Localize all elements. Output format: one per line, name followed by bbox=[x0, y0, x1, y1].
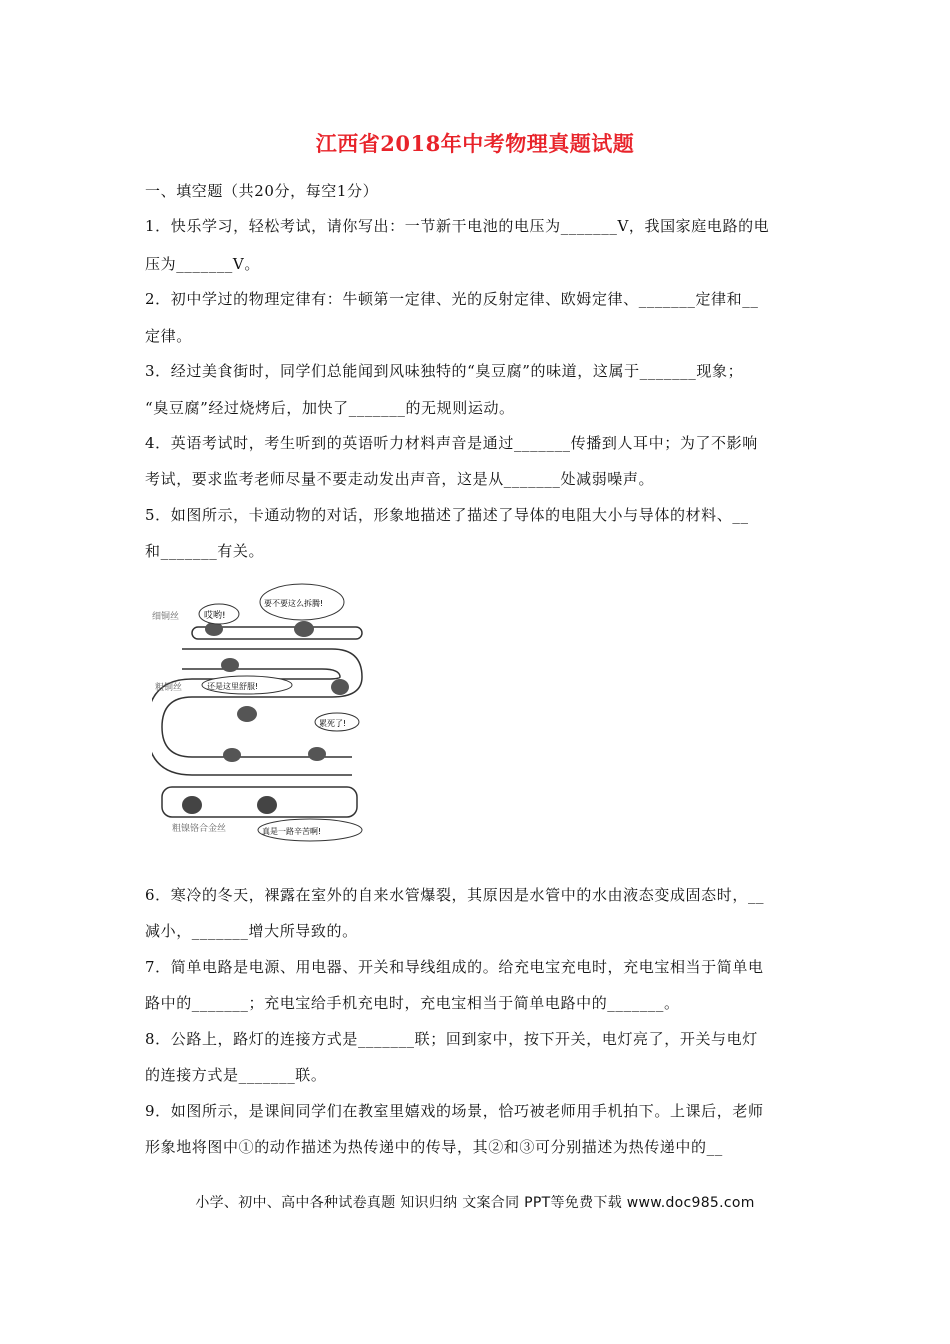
animal-icon bbox=[221, 658, 239, 672]
question-6-line-1: 6．寒冷的冬天，裸露在室外的自来水管爆裂，其原因是水管中的水由液态变成固态时，__ bbox=[145, 886, 765, 904]
animal-icon bbox=[294, 621, 314, 637]
animal-icon bbox=[237, 706, 257, 722]
question-8-line-2: 的连接方式是_______联。 bbox=[145, 1066, 327, 1084]
page-title: 江西省2018年中考物理真题试题 bbox=[315, 131, 635, 156]
animal-icon bbox=[257, 796, 277, 814]
question-3-line-2: “臭豆腐”经过烧烤后，加快了_______的无规则运动。 bbox=[145, 399, 515, 417]
bubble-text-5: 真是一路辛苦啊! bbox=[262, 827, 322, 836]
question-5-line-2: 和_______有关。 bbox=[145, 542, 265, 560]
bubble-text-2: 要不要这么拆腾! bbox=[264, 599, 324, 608]
bubble-text-4: 累死了! bbox=[319, 719, 347, 728]
question-2-line-2: 定律。 bbox=[145, 327, 192, 345]
label-nichrome: 粗镍铬合金丝 bbox=[172, 824, 227, 834]
label-thin-copper: 细铜丝 bbox=[152, 612, 180, 622]
thick-copper-wire-outer bbox=[162, 649, 362, 757]
page-footer: 小学、初中、高中各种试卷真题 知识归纳 文案合同 PPT等免费下载 www.doc985.com bbox=[195, 1195, 755, 1211]
question-9-line-1: 9．如图所示，是课间同学们在教室里嬉戏的场景，恰巧被老师用手机拍下。上课后，老师 bbox=[145, 1102, 764, 1120]
animal-icon bbox=[182, 796, 202, 814]
animal-icon bbox=[308, 747, 326, 761]
question-7-line-2: 路中的_______；充电宝给手机充电时，充电宝相当于简单电路中的_______。 bbox=[145, 994, 680, 1012]
question-5-line-1: 5．如图所示，卡通动物的对话，形象地描述了描述了导体的电阻大小与导体的材料、__ bbox=[145, 506, 749, 524]
bubble-text-3: 还是这里舒服! bbox=[207, 682, 259, 691]
question-3-line-1: 3．经过美食街时，同学们总能闻到风味独特的“臭豆腐”的味道，这属于_______现象； bbox=[145, 362, 744, 380]
section-heading: 一、填空题（共20分，每空1分） bbox=[145, 182, 379, 200]
bubble-text-1: 哎哟! bbox=[204, 611, 226, 621]
question-6-line-2: 减小，_______增大所导致的。 bbox=[145, 922, 358, 940]
question-1-line-1: 1．快乐学习，轻松考试，请你写出：一节新干电池的电压为_______V，我国家庭电路的电 bbox=[145, 217, 770, 235]
question-9-line-2: 形象地将图中①的动作描述为热传递中的传导，其②和③可分别描述为热传递中的__ bbox=[145, 1138, 723, 1156]
question-4-line-1: 4．英语考试时，考生听到的英语听力材料声音是通过_______传播到人耳中；为了不影响 bbox=[145, 434, 758, 452]
question-4-line-2: 考试，要求监考老师尽量不要走动发出声音，这是从_______处减弱噪声。 bbox=[145, 470, 655, 488]
cartoon-figure-resistance bbox=[152, 577, 367, 847]
question-7-line-1: 7．简单电路是电源、用电器、开关和导线组成的。给充电宝充电时，充电宝相当于简单电 bbox=[145, 958, 764, 976]
animal-icon bbox=[223, 748, 241, 762]
question-2-line-1: 2．初中学过的物理定律有：牛顿第一定律、光的反射定律、欧姆定律、_______定律和__ bbox=[145, 290, 759, 308]
question-8-line-1: 8．公路上，路灯的连接方式是_______联；回到家中，按下开关，电灯亮了，开关与电灯 bbox=[145, 1030, 758, 1048]
animal-icon bbox=[331, 679, 349, 695]
label-thick-copper: 粗铜丝 bbox=[155, 683, 183, 693]
question-1-line-2: 压为_______V。 bbox=[145, 255, 260, 273]
